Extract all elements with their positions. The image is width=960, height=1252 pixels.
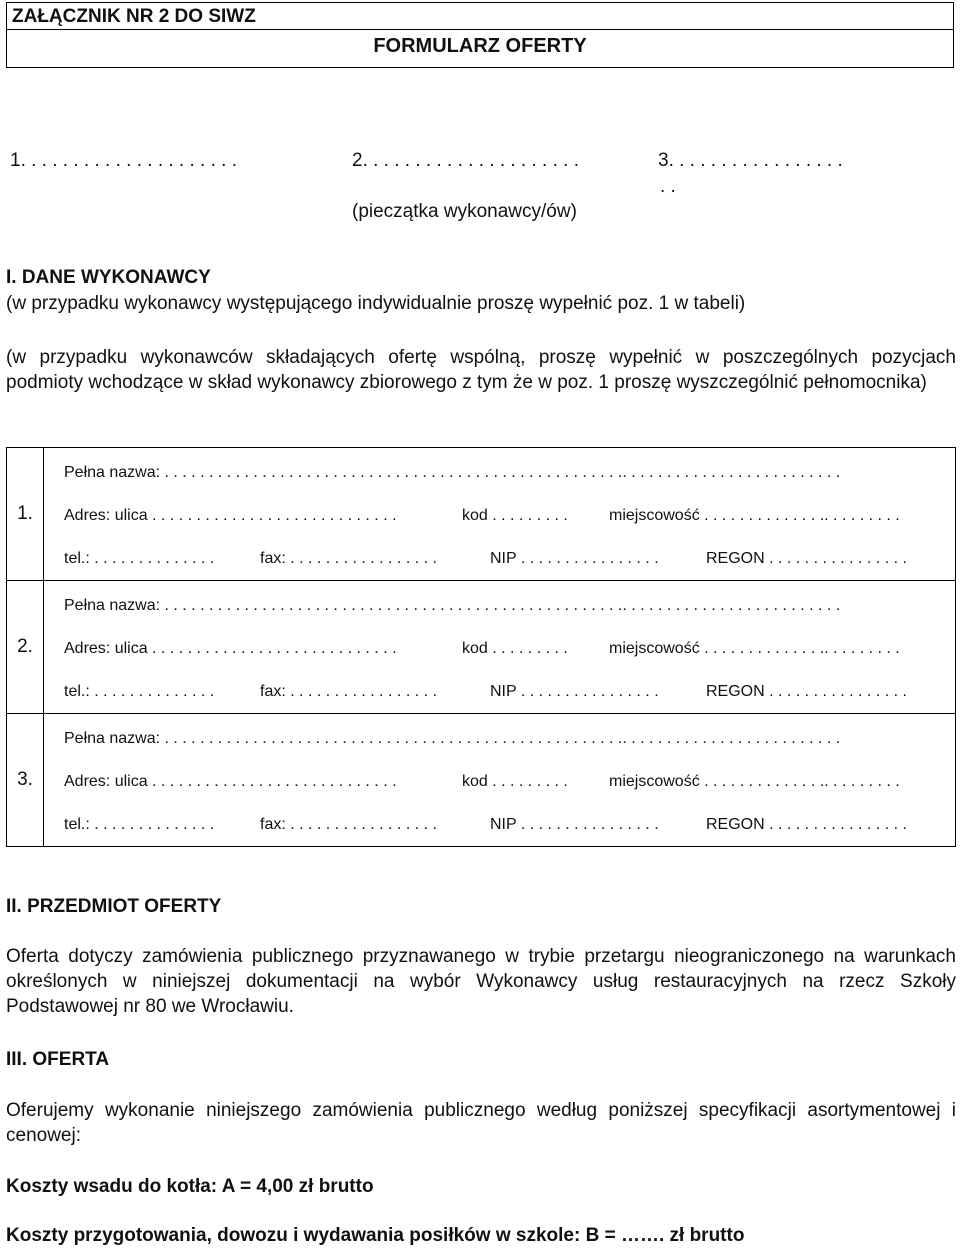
contractor-fields (44, 448, 956, 581)
annex-title: ZAŁĄCZNIK NR 2 DO SIWZ (12, 6, 256, 27)
contractor-row-2 (7, 581, 956, 714)
regon-field[interactable]: REGON . . . . . . . . . . . . . . . . (706, 816, 907, 833)
header-divider (6, 29, 954, 30)
street-field[interactable]: Adres: ulica . . . . . . . . . . . . . . . . . . . . . . . . . . . . (64, 507, 397, 524)
street-field[interactable]: Adres: ulica . . . . . . . . . . . . . . . . . . . . . . . . . . . . (64, 773, 397, 790)
postal-field[interactable]: kod . . . . . . . . . (462, 640, 568, 657)
postal-field[interactable]: kod . . . . . . . . . (462, 773, 568, 790)
stamp-slot-2: 2. . . . . . . . . . . . . . . . . . . . . (352, 150, 579, 171)
city-field[interactable]: miejscowość . . . . . . . . . . . . . .. . . . . . . . . (609, 640, 900, 657)
cost-a-line: Koszty wsadu do kotła: A = 4,00 zł brutto (6, 1176, 374, 1197)
section3-heading: III. OFERTA (6, 1049, 110, 1070)
stamp-slot-3: 3. . . . . . . . . . . . . . . . . (658, 150, 843, 171)
regon-field[interactable]: REGON . . . . . . . . . . . . . . . . (706, 550, 907, 567)
contractor-number: 2. (7, 581, 44, 714)
name-field[interactable]: Pełna nazwa: . . . . . . . . . . . . . . . . . . . . . . . . . . . . . . . . . . . . . . . . . . . . . . . . . . . .. . . . . . . . . . . . . . . . . . . . . . . . . (64, 730, 841, 747)
fax-field[interactable]: fax: . . . . . . . . . . . . . . . . . (260, 816, 437, 833)
section1-note2: (w przypadku wykonawców składających ofertę wspólną, proszę wypełnić w poszczególnych pozycjach podmioty wchodzące w skład wykonawcy zbiorowego z tym że w poz. 1 proszę wyszczególnić pełnomocnika) (6, 347, 956, 393)
stamp-caption: (pieczątka wykonawcy/ów) (352, 201, 577, 222)
contractor-fields (44, 714, 956, 847)
contractors-table (6, 447, 956, 847)
city-field[interactable]: miejscowość . . . . . . . . . . . . . .. . . . . . . . . (609, 507, 900, 524)
nip-field[interactable]: NIP . . . . . . . . . . . . . . . . (490, 816, 659, 833)
contractor-fields (44, 581, 956, 714)
fax-field[interactable]: fax: . . . . . . . . . . . . . . . . . (260, 550, 437, 567)
section3-text: Oferujemy wykonanie niniejszego zamówienia publicznego według poniższej specyfikacji asortymentowej i cenowej: (6, 1100, 956, 1146)
contractor-row-1 (7, 448, 956, 581)
nip-field[interactable]: NIP . . . . . . . . . . . . . . . . (490, 683, 659, 700)
contractor-number: 1. (7, 448, 44, 581)
section2-heading: II. PRZEDMIOT OFERTY (6, 896, 222, 917)
name-field[interactable]: Pełna nazwa: . . . . . . . . . . . . . . . . . . . . . . . . . . . . . . . . . . . . . . . . . . . . . . . . . . . .. . . . . . . . . . . . . . . . . . . . . . . . . (64, 464, 841, 481)
form-title: FORMULARZ OFERTY (373, 35, 587, 57)
section1-heading: I. DANE WYKONAWCY (6, 267, 211, 288)
nip-field[interactable]: NIP . . . . . . . . . . . . . . . . (490, 550, 659, 567)
section2-text: Oferta dotyczy zamówienia publicznego przyznawanego w trybie przetargu nieograniczonego na warunkach określonych w niniejszej dokumentacji na wybór Wykonawcy usług restauracyjnych na rzecz Szkoły Podstawowej nr 80 we Wrocławiu. (6, 946, 956, 1017)
street-field[interactable]: Adres: ulica . . . . . . . . . . . . . . . . . . . . . . . . . . . . (64, 640, 397, 657)
stamp-slot-3-cont: . . (660, 176, 676, 197)
phone-field[interactable]: tel.: . . . . . . . . . . . . . . (64, 816, 215, 833)
cost-b-line: Koszty przygotowania, dowozu i wydawania posiłków w szkole: B = ……. zł brutto (6, 1225, 745, 1246)
regon-field[interactable]: REGON . . . . . . . . . . . . . . . . (706, 683, 907, 700)
contractor-row-3 (7, 714, 956, 847)
stamp-slot-1: 1. . . . . . . . . . . . . . . . . . . . . (10, 150, 237, 171)
contractor-number: 3. (7, 714, 44, 847)
postal-field[interactable]: kod . . . . . . . . . (462, 507, 568, 524)
phone-field[interactable]: tel.: . . . . . . . . . . . . . . (64, 683, 215, 700)
fax-field[interactable]: fax: . . . . . . . . . . . . . . . . . (260, 683, 437, 700)
section1-note1: (w przypadku wykonawcy występującego indywidualnie proszę wypełnić poz. 1 w tabeli) (6, 293, 746, 314)
city-field[interactable]: miejscowość . . . . . . . . . . . . . .. . . . . . . . . (609, 773, 900, 790)
name-field[interactable]: Pełna nazwa: . . . . . . . . . . . . . . . . . . . . . . . . . . . . . . . . . . . . . . . . . . . . . . . . . . . .. . . . . . . . . . . . . . . . . . . . . . . . . (64, 597, 841, 614)
phone-field[interactable]: tel.: . . . . . . . . . . . . . . (64, 550, 215, 567)
